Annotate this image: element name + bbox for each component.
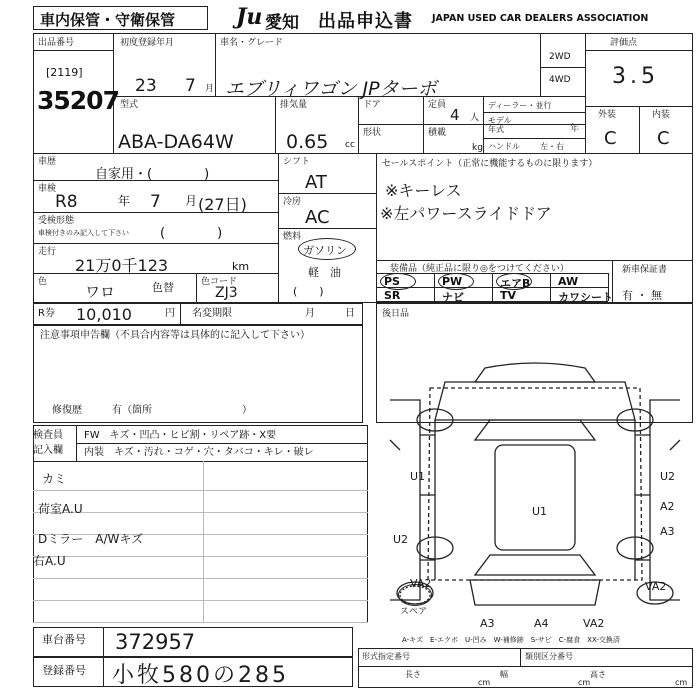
capacity-unit: 人: [470, 113, 480, 123]
inspection-month: 7: [150, 192, 161, 212]
drive-4wd: 4WD: [549, 75, 571, 85]
height-unit: cm: [675, 678, 688, 687]
length-unit: cm: [478, 678, 491, 687]
damage-mark: A3: [660, 525, 675, 538]
fw-line: FW キズ・凹凸・ヒビ割・リペア跡・X要: [84, 430, 277, 441]
category-label: 類別区分番号: [525, 652, 573, 661]
history-label: 車歴: [38, 157, 57, 167]
warranty-label: 新車保証書: [622, 265, 668, 275]
aircon-value: AC: [305, 207, 330, 228]
form-title: 出品申込書: [318, 11, 413, 32]
plate-value: 小牧580の285: [112, 663, 289, 688]
inspection-year-unit: 年: [118, 194, 131, 208]
inspection-label: 車検: [38, 184, 57, 194]
inspector-note-3: Dミラー A/Wキズ: [38, 532, 144, 546]
receive-value: ( ): [160, 226, 223, 241]
interior-value: C: [657, 128, 670, 149]
load-label: 積載: [428, 128, 447, 138]
name-change-label: 名変期限: [192, 308, 232, 319]
capacity-value: 4: [450, 106, 460, 124]
model-year-unit: 年: [570, 124, 580, 134]
width-unit: cm: [578, 678, 591, 687]
fuel-other: ( ): [293, 285, 324, 298]
type-approval-label: 形式指定番号: [362, 652, 410, 661]
aircon-label: 冷房: [283, 197, 302, 207]
height-label: 高さ: [590, 670, 606, 679]
width-label: 幅: [500, 670, 508, 679]
chassis-label: 車台番号: [42, 633, 86, 646]
door-label: ドア: [363, 100, 381, 110]
lot-label: 出品番号: [38, 38, 75, 48]
grade-label: 評価点: [610, 38, 638, 48]
sales-point-line2: ※左パワースライドドア: [380, 204, 552, 223]
inspection-era: R8: [55, 192, 78, 212]
interior-label: 内装: [652, 110, 671, 120]
drive-2wd: 2WD: [549, 52, 571, 62]
lot-number: 35207: [37, 86, 119, 115]
fuel-diesel: 軽 油: [308, 266, 341, 279]
recycle-label: R券: [38, 308, 55, 319]
lot-small-number: [2119]: [46, 66, 83, 79]
aftermarket-label: 後日品: [382, 309, 410, 319]
capacity-label: 定員: [428, 100, 447, 110]
shift-value: AT: [305, 172, 327, 193]
name-change-month: 月: [305, 308, 315, 319]
inspector-label-2: 記入欄: [33, 445, 63, 456]
storage-tag-label: 車内保管・守衛保管: [40, 11, 176, 29]
warranty-options: 有 ・ 無: [622, 289, 662, 302]
handle-options: 左・右: [540, 142, 564, 151]
damage-mark: VA2: [583, 617, 605, 630]
interior-line: 内装 キズ・汚れ・コゲ・穴・タバコ・キレ・破レ: [84, 447, 314, 458]
model-year-label: モデル年式: [488, 116, 512, 134]
ju-logo: Ju: [236, 4, 263, 30]
damage-mark: A3: [480, 617, 495, 630]
damage-mark: U2: [660, 470, 676, 483]
damage-mark: U1: [532, 505, 548, 518]
receive-label: 受検形態: [38, 216, 75, 226]
damage-mark: A4: [534, 617, 549, 630]
equipment-item: TV: [500, 289, 517, 302]
shift-label: シフト: [283, 157, 311, 167]
dealer-import-label: ディーラー・並行: [488, 101, 552, 110]
displacement-unit: cc: [345, 140, 355, 150]
first-reg-label: 初度登録年月: [120, 38, 175, 48]
load-unit: kg: [472, 143, 483, 153]
damage-mark: VA2: [645, 580, 667, 593]
shape-label: 形状: [363, 128, 382, 138]
exterior-value: C: [604, 128, 617, 149]
history-value: 自家用・( ): [95, 167, 210, 182]
reg-month: 7: [185, 76, 196, 96]
recycle-value: 10,010: [76, 305, 132, 324]
inspector-note-4: 右A.U: [33, 554, 66, 568]
equipment-label: 装備品（純正品に限り◎をつけてください）: [390, 264, 569, 274]
inspector-note-2: 荷室A.U: [38, 502, 83, 516]
equipment-item: AW: [558, 275, 579, 288]
reg-month-unit: 月: [205, 84, 215, 94]
equipment-item: PW: [442, 275, 463, 288]
inspection-month-unit: 月: [185, 194, 198, 208]
receive-note: 車検付きのみ記入して下さい: [38, 229, 129, 237]
equipment-item: PS: [384, 275, 400, 288]
damage-mark: U1: [410, 470, 426, 483]
damage-mark: U2: [393, 533, 409, 546]
damage-mark: VA2: [410, 577, 432, 590]
color-change-label: 色替: [152, 281, 174, 294]
spare-label: スペア: [400, 607, 428, 617]
model-value: ABA-DA64W: [118, 131, 234, 153]
damage-mark: A2: [660, 500, 675, 513]
equipment-item: ナビ: [442, 291, 464, 304]
model-label: 型式: [120, 100, 139, 110]
mileage-unit: km: [232, 260, 250, 273]
displacement-label: 排気量: [280, 100, 308, 110]
name-change-day: 日: [345, 308, 355, 319]
sales-point-line1: ※キーレス: [385, 181, 462, 200]
car-name: エブリィワゴン JPターボ: [225, 78, 437, 100]
recycle-unit: 円: [165, 308, 175, 319]
inspector-note-1: カミ: [42, 472, 67, 486]
inspection-day: (27日): [198, 195, 247, 214]
displacement-value: 0.65: [286, 131, 329, 153]
equipment-item: エアB: [500, 277, 531, 290]
grade-value: 3.5: [612, 64, 659, 89]
fuel-gas: ガソリン: [303, 244, 347, 257]
repair-history-label: 修復歴: [52, 405, 82, 416]
color-code: ZJ3: [215, 285, 238, 301]
association-name: JAPAN USED CAR DEALERS ASSOCIATION: [432, 13, 649, 24]
repair-history-value: 有（箇所 ）: [112, 405, 252, 416]
inspector-label: 検査員: [33, 430, 63, 441]
chassis-value: 372957: [115, 630, 196, 654]
length-label: 長さ: [405, 670, 421, 679]
org-name: 愛知: [265, 13, 299, 33]
fuel-label: 燃料: [283, 232, 302, 242]
color-label: 色: [38, 277, 48, 287]
color-value: ワロ: [85, 283, 116, 301]
plate-label: 登録番号: [42, 664, 86, 677]
diagram-legend: A-キズ E-エクボ U-凹み W-補修跡 S-サビ C-腐食 XX-交換済: [402, 636, 620, 644]
reg-year: 23: [135, 76, 157, 96]
mileage-value: 21万0千123: [75, 256, 169, 275]
sales-point-label: セールスポイント（正常に機能するものに限ります）: [382, 159, 598, 169]
color-code-label: 色コード: [201, 277, 238, 287]
notes-label: 注意事項申告欄（不具合内容等は具体的に記入して下さい）: [40, 330, 310, 341]
mileage-label: 走行: [38, 247, 57, 257]
car-name-label: 車名・グレード: [220, 38, 284, 48]
equipment-item: SR: [384, 289, 401, 302]
exterior-label: 外装: [598, 110, 617, 120]
equipment-item: カワシート: [558, 291, 613, 304]
handle-label: ハンドル: [488, 142, 520, 151]
